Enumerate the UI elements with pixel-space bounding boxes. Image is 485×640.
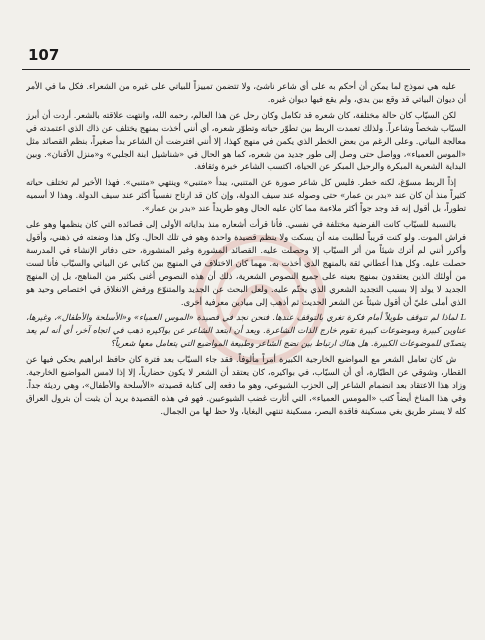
paragraph: بالنسبة للسيّاب كانت الفرضية مختلفة في نفسي. فأنا قرأت أشعاره منذ بداياته الأولى إلى قصائده التي كان ينظمها وهو على فراش الموت. ولو كنت قريباً لطلبت منه أن يسكت ولا ينظم قصيدة واحدة وهو في تلك الحال. وكل هذا وضعته في ذهني، وأقول وأكرر أنني لم أترك شيئاً من أثر السيّاب إلا وحصلت عليه. القصائد المشورة وغير المنشورة، حتى دفاتر الإنشاء في المدرسة حصلت عليه. وكل هذا أعطاني ثقة بالمنهج الذي أخذت به. مهما كان الاختلاف في المنهج بين كتابي عن البياتي والسيّاب فأنا لست من أولئك الذين يعتقدون بمنهج بعينه على جميع النصوص الشعرية، ذلك أن هذه النصوص أغنى بكثير من المناهج، بل إن المنهج الجديد لا يولد إلا بسبب التجديد الشعري الذي يحتّم عليه. ولعل البحث عن الجديد والمتنوّع ورفض الانغلاق في اختصاص وحيد هو الذي أملى عليّ أن أقول شيئاً عن الشعر الحديث ثم أذهب إلى ميادين معرفية أخرى.	[26, 219, 466, 307]
paragraph: عليه هي نموذج لما يمكن أن أحكم به على أي شاعر ناشئ، ولا تتضمن تمييزاً للبياتي على غيره من الشعراء. فكل ما في الأمر أن ديوان البياتي قد وقع بين يدي، ولم يقع فيها ديوان غيره.	[26, 81, 466, 104]
question-paragraph	[26, 311, 466, 350]
question-text: لماذا لم تتوقف طويلاً أمام فكرة تغري بالتوقف عندها. فنحن نجد في قصيدة «الموس العمياء» و«الأسلحة والأطفال»، وغيرها، عناوين كبيرة وموضوعات كبيرة تقوم خارج الذات الشاعرة. وبعد أن ابتعد الشاعر عن بواكيره ذهب في اتجاه آخر، أي أنه لم يعد يتصدّى للموضوعات الكبيرة. هل هناك ارتباط بين نضج الشاعر وطبيعة المواضيع التي يتعامل معها شعرياً؟	[26, 312, 466, 349]
paragraph: إذاً الربط مسوّغ، لكنه خطر. فليس كل شاعر صورة عن المتنبي، يبدأ «متنبي» وينتهي «متنبي». فهذا الأخير لم تختلف حياته كثيراً منذ أن كان عند «بدر بن عمار» حتى وصوله عند سيف الدولة، وإن كان قد ارتاح نفسياً أكثر عند سيف الدولة. وهذا لا أسميه تطوراً، بل أقول إنه قد وجد جواً أكثر ملاءمة مما كان عليه الحال وهو طريداً عند «بدر بن عمار».	[26, 177, 466, 214]
question-marker: L	[460, 312, 466, 323]
page-number: 107	[28, 46, 60, 64]
answer-paragraph	[26, 353, 466, 418]
page-header	[22, 42, 470, 72]
article-body	[26, 80, 466, 636]
header-rule	[22, 69, 470, 70]
answer-text: كان تعامل الشعر مع المواضيع الخارجية الكبيرة أمراً مألوفاً. فقد جاء السيّاب بعد فترة كان حافظ ابراهيم يحكي فيها عن القطار، وشوقي عن الطيّارة، أي أن السيّاب، في بواكيره، كان يعتقد أن الشعر لا يكون حضارياً، إلا إذا لامس المواضيع الخارجية. وزاد هذا الاعتقاد بعد انضمام الشاعر إلى الحزب الشيوعي، وهو ما دفعه إلى كتابة قصيدته «الأسلحة والأطفال»، وهي رديئة جداً. وفي هذا المناخ أيضاً كتب «المومس العمياء»، التي أثارت غضب الشيوعيين. فهو في هذه القصيدة يريد أن يثبت أن بترول العراق كله لا يستر طريق بغي مسكينة فاقدة البصر، مسكينة تنتهي البغايا، ولا حظ لها من الجمال.	[26, 354, 466, 416]
answer-marker: ش	[445, 354, 457, 365]
paragraph: لكن السيّاب كان حالة مختلفة، كان شعره قد تكامل وكان رحل عن هذا العالم، رحمه الله، وانتهت علاقته بالشعر. أردت أن أبرز السيّاب شخصاً وشاعراً. ولذلك تعمدت الربط بين تطوّر حياته وتطوّر شعره، أي أنني أخذت بمنهج يختلف عن ذاك الذي اعتمدته في معالجة البياتي. وعلى الرغم من بعض الخطر الذي يكمن في منهج كهذا، إلا أنني افترضت أن الشاعر بدأ صغيراً، بنظم القصائد مثل «الموس العمياء»، وواصل حتى وصل إلى طور جديد من شعره، كما هو الحال في «شناشيل ابنة الجلبي» و«منزل الأقنان». وبين البداية الشعرية المبكرة والرحيل المبكر عن الحياة، اكتسب الشاعر خبرة وثقافة.	[26, 109, 466, 172]
